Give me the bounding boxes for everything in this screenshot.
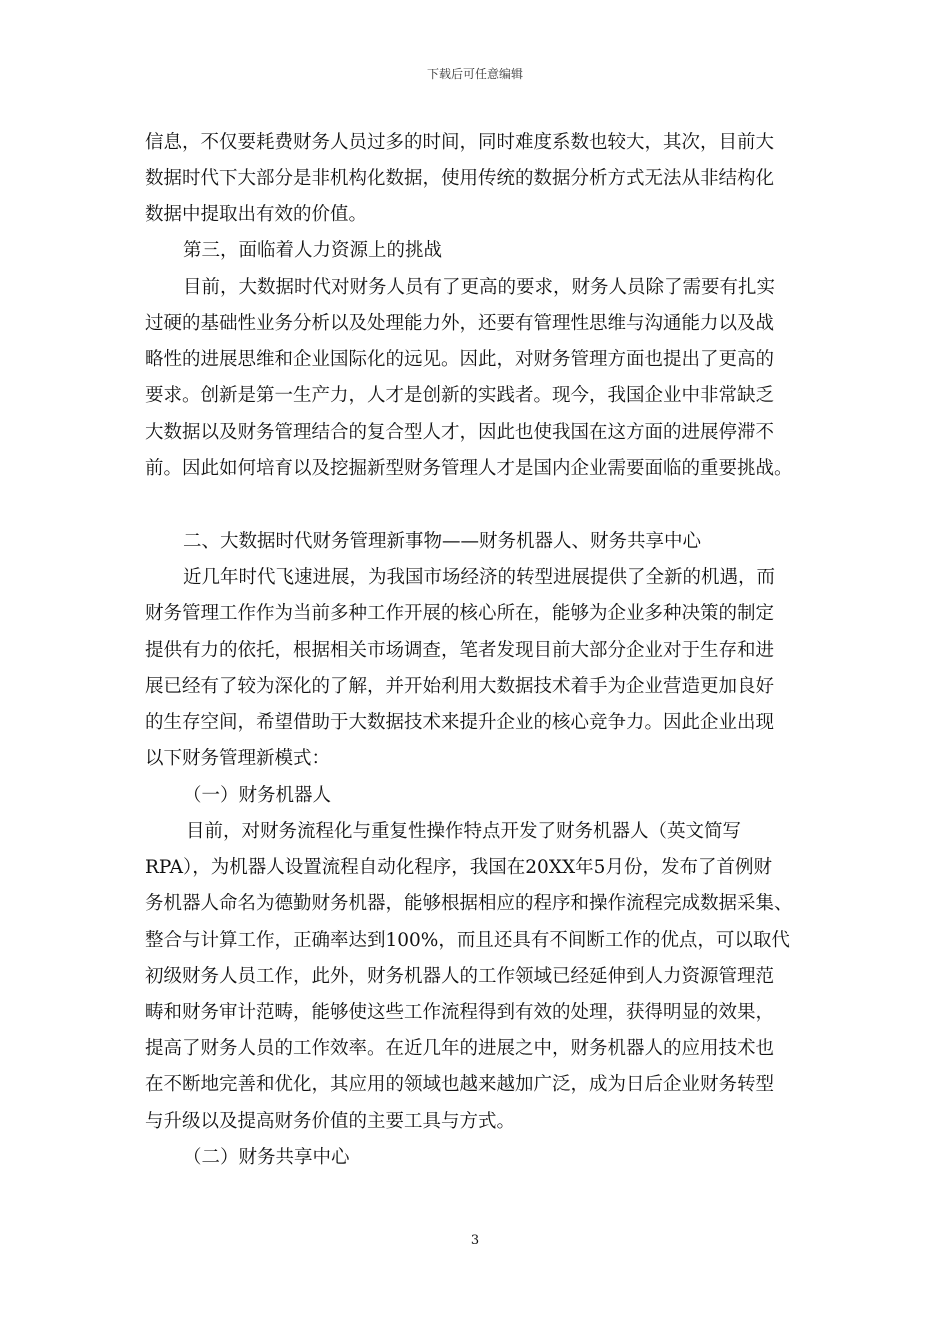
paragraph-line: 信息，不仅要耗费财务人员过多的时间，同时难度系数也较大，其次，目前大	[145, 132, 775, 153]
paragraph-line: 数据时代下大部分是非机构化数据，使用传统的数据分析方式无法从非结构化	[145, 168, 775, 189]
paragraph-line: 展已经有了较为深化的了解，并开始利用大数据技术着手为企业营造更加良好	[145, 676, 775, 697]
paragraph-line: 近几年时代飞速进展，为我国市场经济的转型进展提供了全新的机遇，而	[183, 567, 776, 588]
paragraph-line: 数据中提取出有效的价值。	[145, 204, 368, 225]
paragraph-line: 提高了财务人员的工作效率。在近几年的进展之中，财务机器人的应用技术也	[145, 1038, 775, 1059]
paragraph-line: 畴和财务审计范畴，能够使这些工作流程得到有效的处理，获得明显的效果，	[145, 1002, 775, 1023]
paragraph-line: 务机器人命名为德勤财务机器，能够根据相应的程序和操作流程完成数据采集、	[145, 893, 793, 914]
paragraph-line: 大数据以及财务管理结合的复合型人才，因此也使我国在这方面的进展停滞不	[145, 422, 775, 443]
subsection-heading: （二）财务共享中心	[183, 1147, 350, 1168]
paragraph-line: 目前，大数据时代对财务人员有了更高的要求，财务人员除了需要有扎实	[183, 277, 776, 298]
paragraph-line: 略性的进展思维和企业国际化的远见。因此，对财务管理方面也提出了更高的	[145, 349, 775, 370]
paragraph-line: 过硬的基础性业务分析以及处理能力外，还要有管理性思维与沟通能力以及战	[145, 313, 775, 334]
paragraph-line: 要求。创新是第一生产力，人才是创新的实践者。现今，我国企业中非常缺乏	[145, 385, 775, 406]
paragraph-line: 整合与计算工作，正确率达到100%，而且还具有不间断工作的优点，可以取代	[145, 930, 790, 951]
section-heading: 第三，面临着人力资源上的挑战	[183, 240, 443, 261]
section-heading: 二、大数据时代财务管理新事物——财务机器人、财务共享中心	[183, 531, 702, 552]
subsection-heading: （一）财务机器人	[183, 785, 332, 806]
paragraph-line: 目前，对财务流程化与重复性操作特点开发了财务机器人（英文简写	[186, 821, 742, 842]
page-header: 下载后可任意编辑	[426, 67, 523, 81]
paragraph-line: 提供有力的依托，根据相关市场调查，笔者发现目前大部分企业对于生存和进	[145, 640, 775, 661]
paragraph-line: 的生存空间，希望借助于大数据技术来提升企业的核心竞争力。因此企业出现	[145, 712, 775, 733]
page-number: 3	[470, 1233, 480, 1248]
paragraph-line: 前。因此如何培育以及挖掘新型财务管理人才是国内企业需要面临的重要挑战。	[145, 458, 793, 479]
paragraph-line: 初级财务人员工作，此外，财务机器人的工作领域已经延伸到人力资源管理范	[145, 966, 775, 987]
paragraph-line: 在不断地完善和优化，其应用的领域也越来越加广泛，成为日后企业财务转型	[145, 1074, 775, 1095]
paragraph-line: RPA），为机器人设置流程自动化程序，我国在20XX年5月份，发布了首例财	[145, 857, 772, 878]
paragraph-line: 财务管理工作作为当前多种工作开展的核心所在，能够为企业多种决策的制定	[145, 603, 775, 624]
paragraph-line: 以下财务管理新模式：	[145, 748, 331, 769]
paragraph-line: 与升级以及提高财务价值的主要工具与方式。	[145, 1111, 516, 1132]
